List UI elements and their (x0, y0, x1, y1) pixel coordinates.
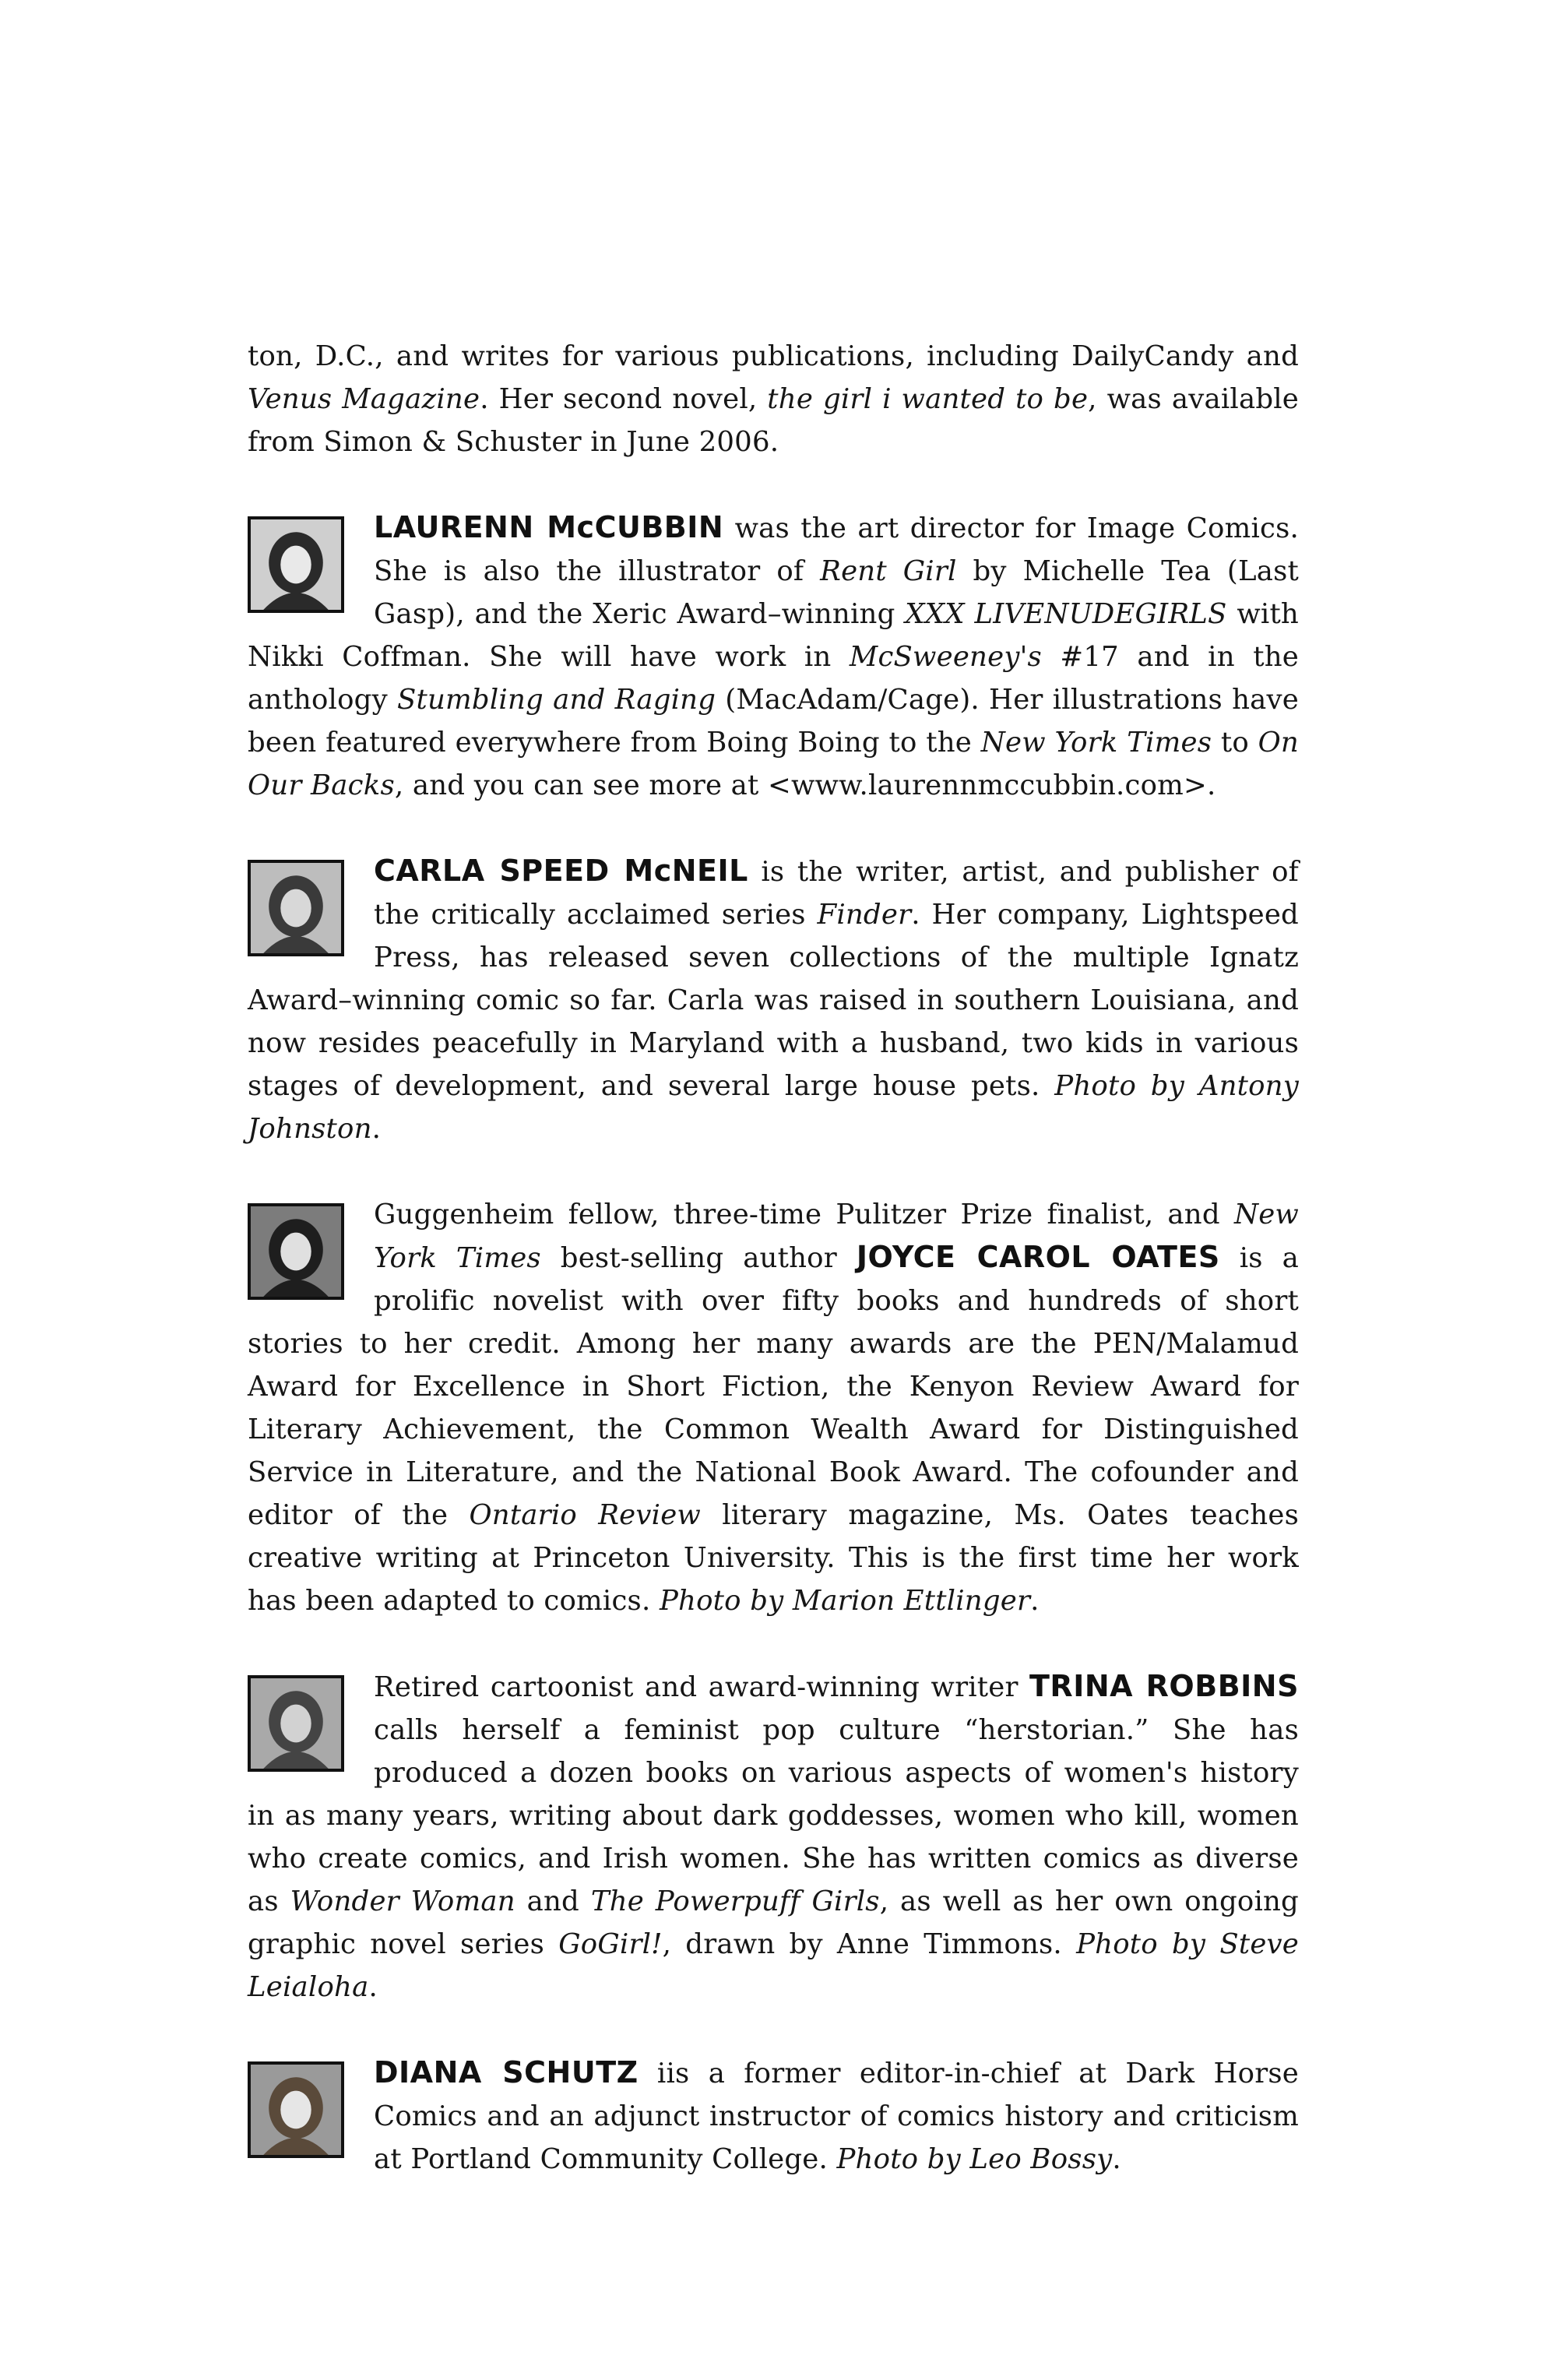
author-photo (248, 516, 344, 613)
body-text: is a prolific novelist with over fifty books and hundreds of short stories to her credit. Among her many awards are the PEN/Malamud Award for Excellence in Short Fiction, the Kenyon Review Award for Literary Achievement, the Common Wealth Award for Distinguished Service in Literature, and the National Book Award. The cofounder and editor of the (248, 1242, 1299, 1531)
body-text: , was available from Simon & Schuster in June 2006. (248, 383, 1300, 458)
italic-text: Photo by Marion Ettlinger (659, 1585, 1031, 1617)
bio-paragraph (248, 850, 1299, 1150)
body-text: #17 and in the anthology (248, 641, 1299, 716)
italic-text: Rent Girl (820, 555, 957, 587)
body-text: by Michelle Tea (Last Gasp), and the Xeric Award–winning (374, 555, 1299, 630)
italic-text: Finder (817, 899, 912, 931)
italic-text: Wonder Woman (290, 1885, 515, 1917)
body-text: literary magazine, Ms. Oates teaches creative writing at Princeton University. This is the first time her work has been adapted to comics. (248, 1499, 1300, 1617)
bio-paragraph (248, 1665, 1299, 2009)
italic-text: Photo by Steve Leialoha (248, 1928, 1299, 2003)
italic-text: The Powerpuff Girls (590, 1885, 880, 1917)
body-text: . Her company, Lightspeed Press, has released seven collections of the multiple Ignatz Award–winning comic so far. Carla was raised in southern Louisiana, and now resides peacefully in Maryland with a husband, two kids in various stages of development, and several large house pets. (248, 899, 1299, 1102)
body-text: iis a former editor-in-chief at Dark Horse Comics and an adjunct instructor of comics history and criticism at Portland Community College. (374, 2058, 1300, 2175)
bio-paragraph (248, 506, 1299, 807)
body-text: is the writer, artist, and publisher of the critically acclaimed series (374, 856, 1299, 931)
body-text: , drawn by Anne Timmons. (662, 1928, 1077, 1960)
italic-text: New York Times (374, 1199, 1299, 1274)
bio-paragraph (248, 1193, 1299, 1622)
author-name: JOYCE CAROL OATES (856, 1240, 1220, 1274)
italic-text: the girl i wanted to be (767, 383, 1089, 415)
body-text: ton, D.C., and writes for various publications, including DailyCandy and (248, 340, 1299, 372)
body-text: , and you can see more at <www.laurennmccubbin.com>. (394, 769, 1216, 801)
body-text: . (1030, 1585, 1040, 1617)
body-text: and (515, 1885, 591, 1917)
body-text: . (371, 1113, 382, 1145)
italic-text: XXX LIVENUDEGIRLS (905, 598, 1227, 630)
body-text: . (368, 1971, 378, 2003)
author-photo (248, 860, 344, 956)
italic-text: Venus Magazine (248, 383, 480, 415)
body-text: best-selling author (540, 1242, 857, 1274)
author-name: LAURENN McCUBBIN (374, 510, 724, 544)
italic-text: Photo by Leo Bossy (836, 2143, 1113, 2175)
body-text: . (1112, 2143, 1121, 2175)
italic-text: On Our Backs (248, 727, 1299, 801)
body-text: with Nikki Coffman. She will have work in (248, 598, 1299, 673)
bio-paragraph (248, 335, 1299, 463)
body-text: to (1212, 727, 1258, 759)
author-photo (248, 1203, 344, 1300)
italic-text: GoGirl! (558, 1928, 663, 1960)
bio-list (248, 335, 1299, 2223)
italic-text: Stumbling and Raging (397, 684, 716, 716)
author-name: CARLA SPEED McNEIL (374, 854, 748, 888)
author-name: TRINA ROBBINS (1029, 1669, 1299, 1703)
body-text: , as well as her own ongoing graphic novel series (248, 1885, 1299, 1960)
italic-text: McSweeney's (849, 641, 1042, 673)
body-text: calls herself a feminist pop culture “herstorian.” She has produced a dozen books on various aspects of women's history in as many years, writing about dark goddesses, women who kill, women who create comics, and Irish women. She has written comics as diverse as (248, 1714, 1299, 1917)
body-text: (MacAdam/Cage). Her illustrations have been featured everywhere from Boing Boing to the (248, 684, 1299, 759)
body-text: was the art director for Image Comics. She is also the illustrator of (374, 512, 1299, 587)
bio-paragraph (248, 2051, 1299, 2181)
body-text: . Her second novel, (480, 383, 768, 415)
italic-text: Ontario Review (469, 1499, 701, 1531)
italic-text: Photo by Antony Johnston (248, 1070, 1300, 1145)
body-text: Guggenheim fellow, three-time Pulitzer Prize finalist, and (374, 1199, 1234, 1230)
author-photo (248, 2061, 344, 2158)
author-photo (248, 1675, 344, 1772)
italic-text: New York Times (980, 727, 1212, 759)
author-name: DIANA SCHUTZ (374, 2055, 639, 2090)
body-text: Retired cartoonist and award-winning writer (374, 1671, 1030, 1703)
